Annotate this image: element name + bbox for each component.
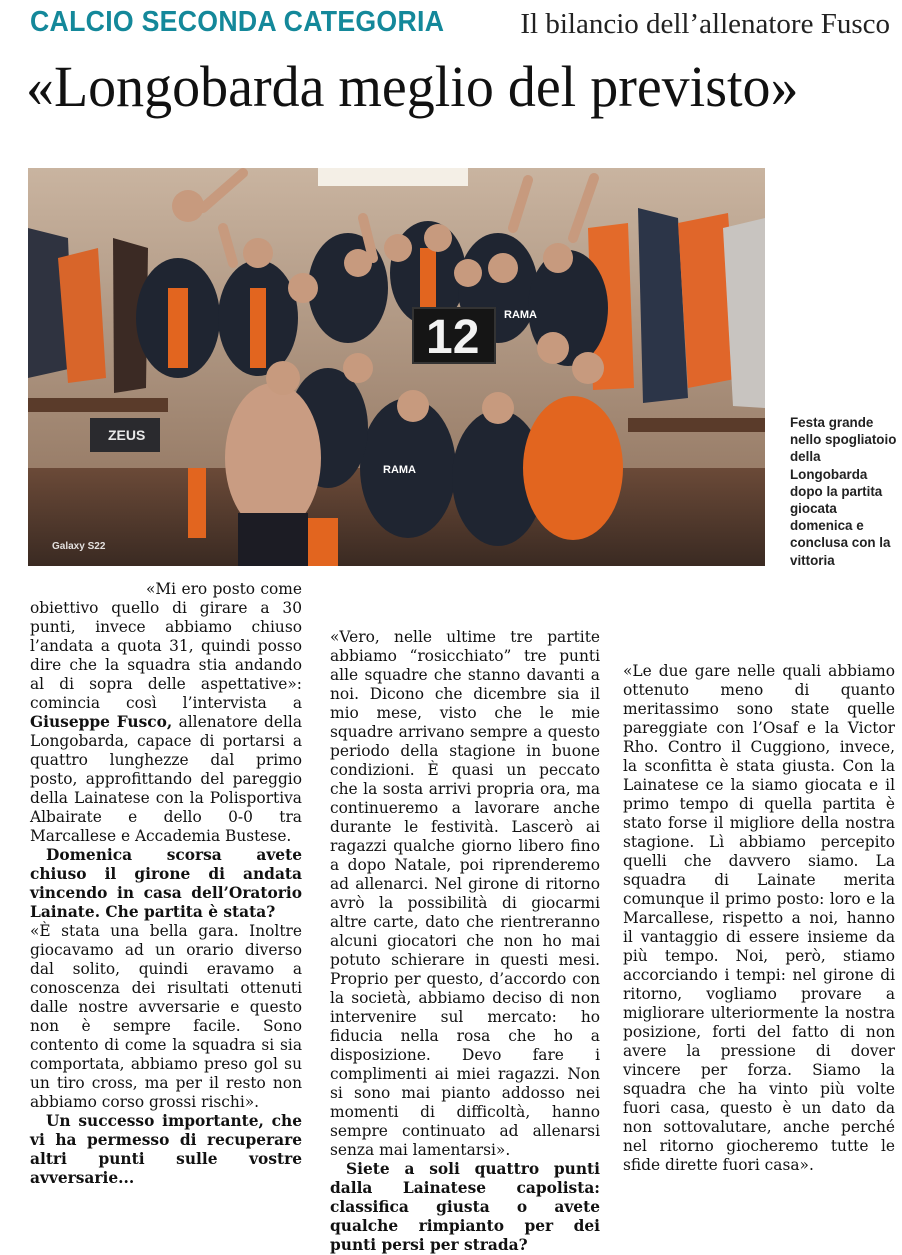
coach-name: Giuseppe Fusco, [30,713,173,731]
intro-text-b: allenatore della Longobarda, capace di portarsi a quattro lunghezze dal primo posto, approfittando del pareggio della Lainatese con la Polisportiva Albairate e dello 0-0 tra Marcallese e Accademia Bustese. [30,713,302,845]
team-photo [28,168,765,566]
section-category: CALCIO SECONDA CATEGORIA [30,6,445,38]
answer-1: «È stata una bella gara. Inoltre giocavamo ad un orario diverso dal solito, quindi eravamo a conoscenza dei risultati ottenuti dalle nostre avversarie e questo non è sempre facile. Sono contento di come la squadra si sia comportata, abbiamo preso gol su un tiro cross, ma per il resto non abbiamo corso grossi rischi». [30,922,302,1111]
locker-label: ZEUS [108,427,146,443]
question-1: Domenica scorsa avete chiuso il girone di andata vincendo in casa dell’Oratorio Lainate. Che partita è stata? [30,846,302,921]
article-column-1 [30,580,302,1188]
photo-caption: Festa grande nello spogliatoio della Longobarda dopo la partita giocata domenica e conclusa con la vittoria [790,415,897,568]
scoreboard-number: 12 [426,311,480,364]
question-2: Un successo importante, che vi ha permesso di recuperare altri punti sulle vostre avversarie... [30,1112,302,1187]
kicker [30,6,890,42]
intro-paragraph [30,580,302,846]
section-subtitle: Il bilancio dell’allenatore Fusco [520,8,890,40]
article-column-3 [623,662,895,1175]
question-3: Siete a soli quattro punti dalla Lainatese capolista: classifica giusta o avete qualche rimpianto per dei punti persi per strada? [330,1160,600,1254]
answer-2: «Vero, nelle ultime tre partite abbiamo “rosicchiato” tre punti alle squadre che stanno davanti a noi. Dicono che dicembre sia il mio mese, visto che le mie squadre arrivano sempre a questo periodo della stagione in buone condizioni. È quasi un peccato che la sosta arrivi propria ora, ma continueremo a lavorare anche durante le festività. Lascerò ai ragazzi qualche giorno libero fino a dopo Natale, poi riprenderemo ad allenarci. Nel girone di ritorno avrò la possibilità di giocarmi altre carte, dato che rientreranno alcuni giocatori che non ho mai potuto schierare in questi mesi. Proprio per questo, d’accordo con la società, abbiamo deciso di non intervenire sul mercato: ho fiducia nella rosa che ho a disposizione. Devo fare i complimenti ai miei ragazzi. Non si sono mai pianto addosso nei momenti di difficoltà, hanno sempre continuato ad allenarsi senza mai lamentarsi». [330,628,600,1159]
answer-3: «Le due gare nelle quali abbiamo ottenuto meno di quanto meritassimo sono state quelle pareggiate con l’Osaf e la Victor Rho. Contro il Cuggiono, invece, la sconfitta è stata giusta. Con la Lainatese ce la siamo giocata e il primo tempo di quella partita è stato forse il migliore della nostra stagione. Lì abbiamo percepito quelli che davvero siamo. La squadra di Lainate merita comunque il primo posto: loro e la Marcallese, rispetto a noi, hanno il vantaggio di essere insieme da più tempo. Noi, però, stiamo accorciando i tempi: nel girone di ritorno, vogliamo provare a migliorare ulteriormente la nostra posizione, forti del fatto di non avere la pressione di dover vincere per forza. Siamo la squadra che ha vinto più volte fuori casa, questo è un dato da non sottovalutare, anche perché nel ritorno giocheremo tutte le sfide dirette fuori casa». [623,662,895,1174]
article-column-2 [330,588,600,1255]
sponsor-mark: RAMA [383,464,416,476]
intro-text-a: «Mi ero posto come obiettivo quello di girare a 30 punti, invece abbiamo chiuso l’andata a quota 31, quindi posso dire che la squadra stia andando al di sopra delle aspettative»: comincia così l’intervista a [30,580,302,712]
camera-watermark: Galaxy S22 [52,541,106,552]
headline: «Longobarda meglio del previsto» [26,54,799,119]
sponsor-mark: RAMA [504,309,537,321]
